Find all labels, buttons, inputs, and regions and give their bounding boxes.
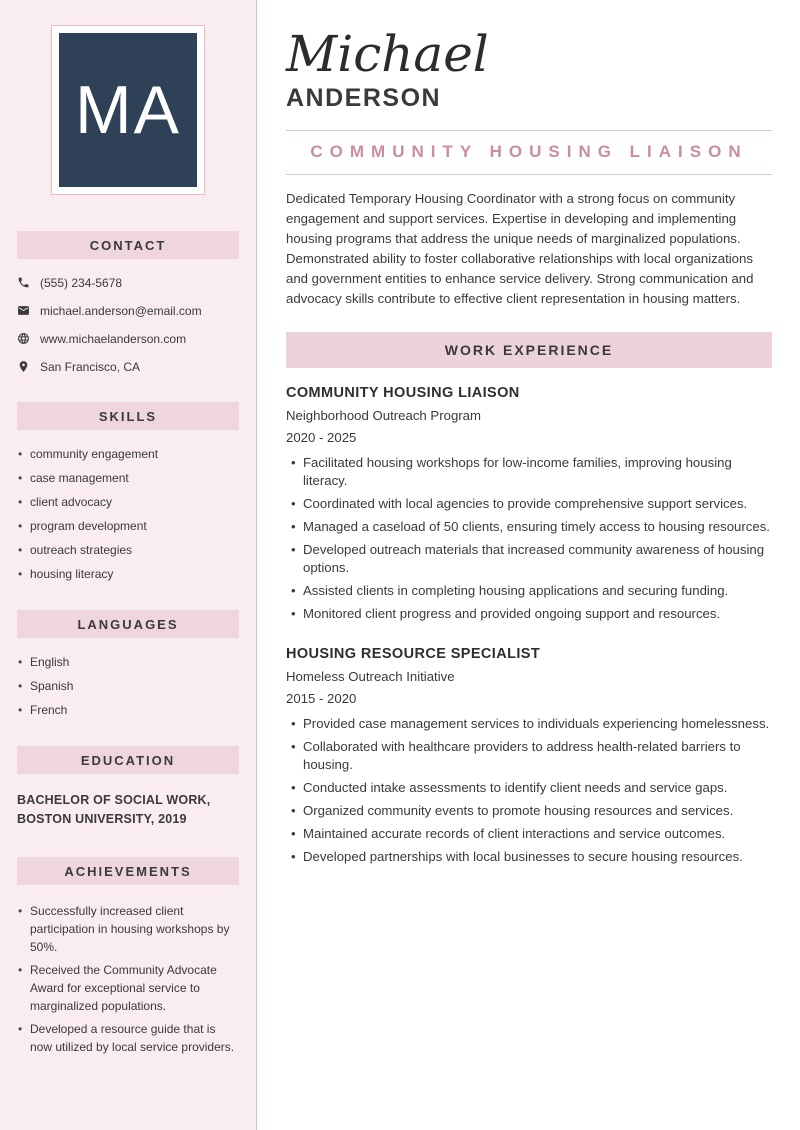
job-role: COMMUNITY HOUSING LIAISON <box>286 385 520 401</box>
achievement-item: • Successfully increased client participation in housing workshops by 50%. <box>17 902 239 956</box>
job-bullet-list <box>286 454 772 623</box>
achievements-section-header <box>17 857 239 885</box>
contact-item-phone <box>17 276 239 290</box>
job-bullet: • Monitored client progress and provided ongoing support and resources. <box>286 605 772 623</box>
monogram-frame <box>51 25 205 195</box>
language-item: • Spanish <box>17 679 239 694</box>
achievement-item: • Received the Community Advocate Award for exceptional service to marginalized populations. <box>17 961 239 1015</box>
education-section-header <box>17 746 239 774</box>
job-bullet: • Maintained accurate records of client interactions and service outcomes. <box>286 825 772 843</box>
education-section-title: EDUCATION <box>80 752 176 768</box>
skills-section-header <box>17 402 239 430</box>
job-entry <box>286 385 772 623</box>
job-organization: Neighborhood Outreach Program <box>286 408 481 423</box>
contact-item-website <box>17 332 239 346</box>
job-bullet: • Developed outreach materials that increased community awareness of housing options. <box>286 541 772 577</box>
language-item: • English <box>17 655 239 670</box>
contact-phone-text: (555) 234-5678 <box>40 276 123 290</box>
globe-icon <box>17 332 30 345</box>
job-dates: 2015 - 2020 <box>286 691 357 706</box>
language-item: • French <box>17 703 239 718</box>
skill-item: • housing literacy <box>17 567 239 582</box>
job-bullet: • Organized community events to promote housing resources and services. <box>286 802 772 820</box>
job-bullet: • Conducted intake assessments to identify client needs and service gaps. <box>286 779 772 797</box>
achievement-item: • Developed a resource guide that is now utilized by local service providers. <box>17 1020 239 1056</box>
achievements-section-title: ACHIEVEMENTS <box>64 863 192 879</box>
job-bullet: • Facilitated housing workshops for low-income families, improving housing literacy. <box>286 454 772 490</box>
job-role: HOUSING RESOURCE SPECIALIST <box>286 646 541 662</box>
education-degree: BACHELOR OF SOCIAL WORK, BOSTON UNIVERSITY, 2019 <box>17 793 211 826</box>
contact-location-text: San Francisco, CA <box>40 360 141 374</box>
skill-item: • case management <box>17 471 239 486</box>
location-icon <box>17 360 30 373</box>
job-entry <box>286 646 772 866</box>
contact-item-location <box>17 360 239 374</box>
professional-summary: Dedicated Temporary Housing Coordinator with a strong focus on community engagement and support services. Expertise in developing and implementing housing programs that address the unique needs of marginalized populations. Demonstrated ability to foster collaborative relationships with local organizations and government entities to enhance service delivery. Strong communication and advocacy skills contribute to effective client representation in housing matters. <box>286 191 754 306</box>
monogram-initials: MA <box>75 72 181 148</box>
achievements-section <box>17 857 239 1056</box>
first-name: Michael <box>286 25 489 83</box>
contact-section-header <box>17 231 239 259</box>
skill-item: • community engagement <box>17 447 239 462</box>
work-experience-header <box>286 332 772 368</box>
contact-list <box>17 276 239 374</box>
skill-item: • outreach strategies <box>17 543 239 558</box>
last-name: ANDERSON <box>286 84 442 112</box>
job-dates: 2020 - 2025 <box>286 430 357 445</box>
skills-section <box>17 402 239 582</box>
achievements-list <box>17 902 239 1056</box>
languages-section-title: LANGUAGES <box>77 616 179 632</box>
contact-item-email <box>17 304 239 318</box>
job-bullet: • Managed a caseload of 50 clients, ensuring timely access to housing resources. <box>286 518 772 536</box>
monogram-box <box>59 33 197 187</box>
divider-line <box>286 174 772 175</box>
contact-email-text: michael.anderson@email.com <box>40 304 202 318</box>
job-bullet: • Developed partnerships with local businesses to secure housing resources. <box>286 848 772 866</box>
languages-section-header <box>17 610 239 638</box>
work-experience-title: WORK EXPERIENCE <box>444 342 614 358</box>
skill-item: • program development <box>17 519 239 534</box>
job-bullet: • Provided case management services to individuals experiencing homelessness. <box>286 715 772 733</box>
skills-list <box>17 447 239 582</box>
job-bullet: • Collaborated with healthcare providers to address health-related barriers to housing. <box>286 738 772 774</box>
job-bullet: • Assisted clients in completing housing applications and securing funding. <box>286 582 772 600</box>
main-column <box>257 0 800 1130</box>
job-bullet-list <box>286 715 772 866</box>
education-section <box>17 746 239 829</box>
phone-icon <box>17 276 30 289</box>
languages-section <box>17 610 239 718</box>
skill-item: • client advocacy <box>17 495 239 510</box>
job-organization: Homeless Outreach Initiative <box>286 669 455 684</box>
contact-section-title: CONTACT <box>89 237 167 253</box>
languages-list <box>17 655 239 718</box>
job-title-heading: COMMUNITY HOUSING LIAISON <box>310 142 748 161</box>
email-icon <box>17 304 30 317</box>
sidebar <box>0 0 257 1130</box>
skills-section-title: SKILLS <box>98 408 158 424</box>
contact-website-text: www.michaelanderson.com <box>40 332 187 346</box>
contact-section <box>17 231 239 374</box>
job-bullet: • Coordinated with local agencies to provide comprehensive support services. <box>286 495 772 513</box>
